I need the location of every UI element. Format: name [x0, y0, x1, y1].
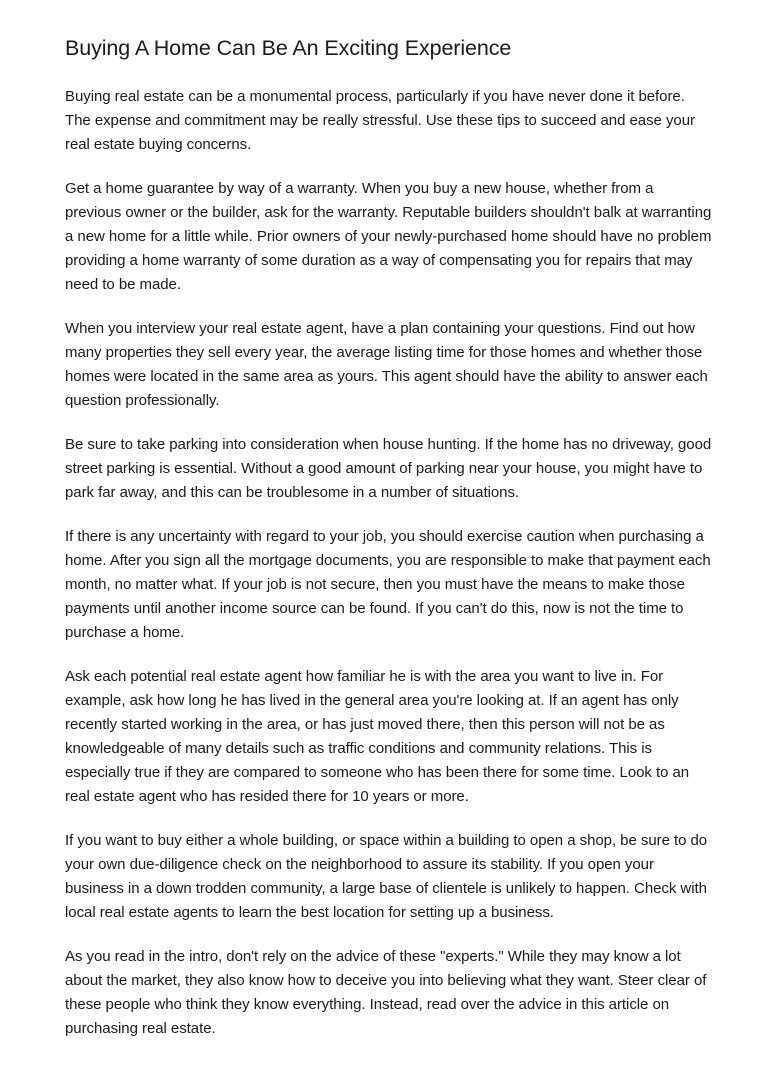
- paragraph-intro: Buying real estate can be a monumental process, particularly if you have never done it before. The expense and commitment may be really stressful. Use these tips to succeed and ease your real estate buying concerns.: [65, 88, 695, 153]
- document-title: Buying A Home Can Be An Exciting Experience: [65, 36, 512, 60]
- paragraph-conclusion: As you read in the intro, don't rely on the advice of these "experts." While they may know a lot about the market, they also know how to deceive you into believing what they want. Steer clear of these people who think they know everything. Instead, read over the advice in this article on purchasing real estate.: [65, 948, 707, 1037]
- paragraph-job-uncertainty: If there is any uncertainty with regard to your job, you should exercise caution when purchasing a home. After you sign all the mortgage documents, you are responsible to make that payment each month, no matter what. If your job is not secure, then you must have the means to make those payments until another income source can be found. If you can't do this, now is not the time to purchase a home.: [65, 528, 711, 641]
- paragraph-agent-interview: When you interview your real estate agent, have a plan containing your questions. Find out how many properties they sell every year, the average listing time for those homes and whether those homes were located in the same area as yours. This agent should have the ability to answer each question professionally.: [65, 320, 708, 409]
- paragraph-parking: Be sure to take parking into consideration when house hunting. If the home has no driveway, good street parking is essential. Without a good amount of parking near your house, you might have to park far away, and this can be troublesome in a number of situations.: [65, 436, 712, 501]
- paragraph-agent-familiarity: Ask each potential real estate agent how familiar he is with the area you want to live in. For example, ask how long he has lived in the general area you're looking at. If an agent has only recently started working in the area, or has just moved there, then this person will not be as knowledgeable of many details such as traffic conditions and community relations. This is especially true if they are compared to someone who has been there for some time. Look to an real estate agent who has resided there for 10 years or more.: [65, 668, 690, 805]
- paragraph-business-location: If you want to buy either a whole building, or space within a building to open a shop, be sure to do your own due-diligence check on the neighborhood to assure its stability. If you open your business in a down trodden community, a large base of clientele is unlikely to happen. Check with local real estate agents to learn the best location for setting up a business.: [65, 832, 708, 921]
- paragraph-warranty: Get a home guarantee by way of a warranty. When you buy a new house, whether from a previous owner or the builder, ask for the warranty. Reputable builders shouldn't balk at warranting a new home for a little while. Prior owners of your newly-purchased home should have no problem providing a home warranty of some duration as a way of compensating you for repairs that may need to be made.: [65, 180, 712, 293]
- document-page: [65, 34, 713, 1061]
